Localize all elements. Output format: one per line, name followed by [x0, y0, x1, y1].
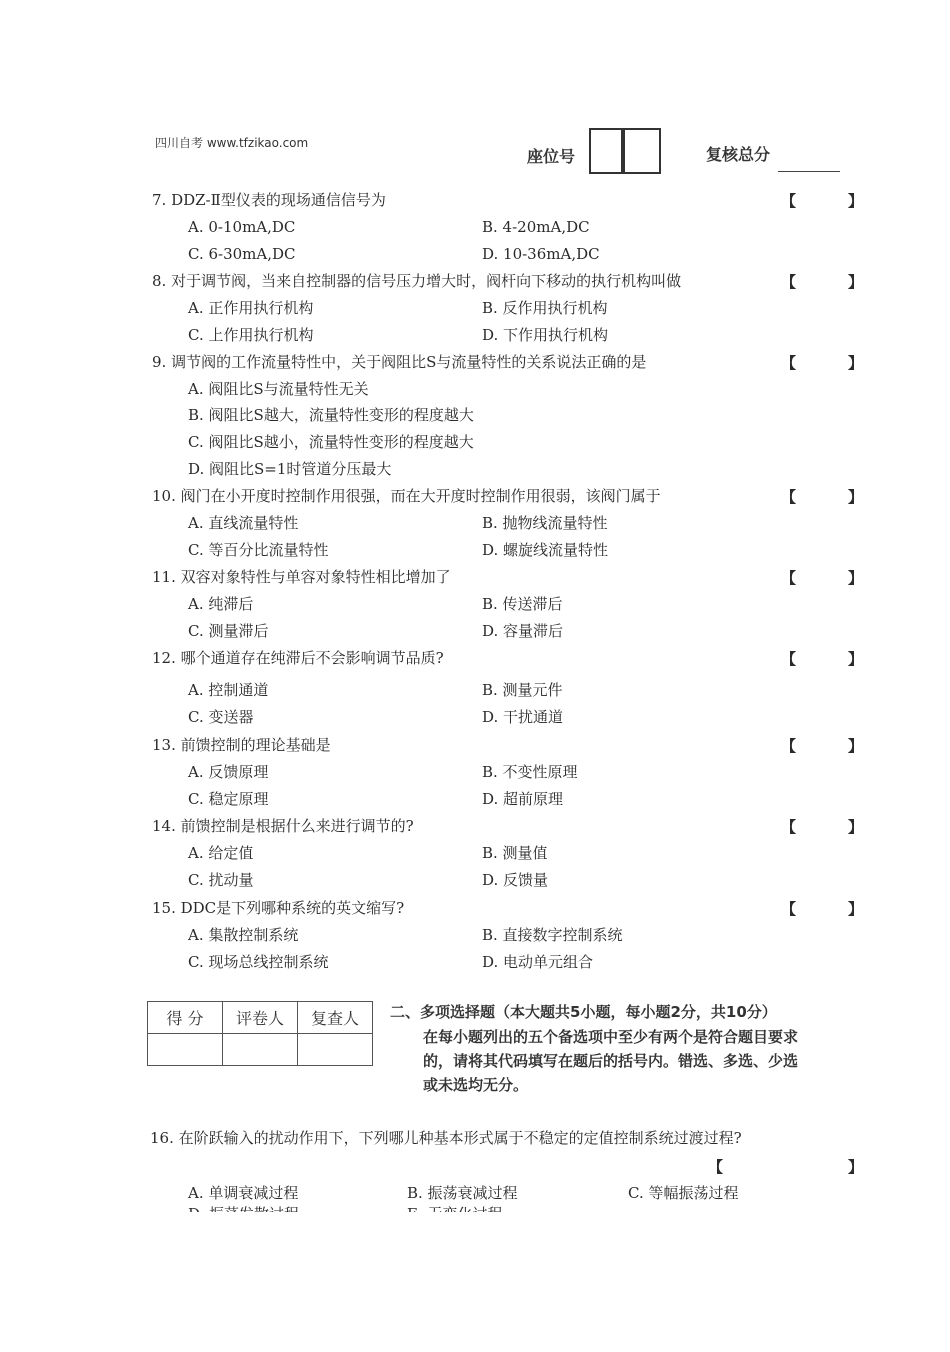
question-stem: 11. 双容对象特性与单容对象特性相比增加了	[152, 568, 451, 586]
answer-bracket-left: 【	[781, 354, 797, 372]
seat-number-label: 座位号	[527, 147, 576, 166]
question-stem: 14. 前馈控制是根据什么来进行调节的?	[152, 817, 414, 835]
option: B. 4-20mA,DC	[482, 218, 590, 236]
option: D. 下作用执行机构	[482, 326, 609, 344]
option: C. 上作用执行机构	[188, 326, 314, 344]
option: C. 扰动量	[188, 871, 254, 889]
section2-instruction: 的，请将其代码填写在题后的括号内。错选、多选、少选	[423, 1052, 799, 1070]
seat-number-box	[589, 128, 623, 174]
question-stem: 8. 对于调节阀，当来自控制器的信号压力增大时，阀杆向下移动的执行机构叫做	[152, 272, 682, 290]
page-crop-edge	[0, 1212, 950, 1352]
option: A. 给定值	[188, 844, 254, 862]
option: D. 干扰通道	[482, 708, 564, 726]
answer-bracket-left: 【	[781, 900, 797, 918]
question-stem: 12. 哪个通道存在纯滞后不会影响调节品质?	[152, 649, 444, 667]
grader-header: 评卷人	[223, 1002, 298, 1034]
option: D. 阀阻比S=1时管道分压最大	[188, 460, 392, 478]
score-cell	[148, 1034, 223, 1066]
option: C. 等幅振荡过程	[628, 1184, 739, 1202]
question-stem: 16. 在阶跃输入的扰动作用下，下列哪儿种基本形式属于不稳定的定值控制系统过渡过程?	[150, 1129, 742, 1147]
score-header: 得 分	[148, 1002, 223, 1034]
section2-instruction: 或未选均无分。	[423, 1076, 529, 1094]
answer-bracket-right: 】	[848, 1158, 864, 1176]
option: B. 直接数字控制系统	[482, 926, 623, 944]
reviewer-cell	[298, 1034, 373, 1066]
option: A. 控制通道	[188, 681, 269, 699]
option: A. 直线流量特性	[188, 514, 299, 532]
seat-number-box	[623, 128, 661, 174]
option: B. 振荡衰减过程	[407, 1184, 518, 1202]
option: A. 0-10mA,DC	[188, 218, 296, 236]
score-table	[147, 1001, 373, 1066]
question-stem: 7. DDZ-Ⅱ型仪表的现场通信信号为	[152, 191, 386, 209]
answer-bracket-right: 】	[848, 650, 864, 668]
option: C. 变送器	[188, 708, 254, 726]
option: B. 不变性原理	[482, 763, 578, 781]
grader-cell	[223, 1034, 298, 1066]
answer-bracket-left: 【	[781, 273, 797, 291]
question-stem: 15. DDC是下列哪种系统的英文缩写?	[152, 899, 405, 917]
option: A. 单调衰减过程	[188, 1184, 299, 1202]
option: D. 10-36mA,DC	[482, 245, 600, 263]
option: A. 反馈原理	[188, 763, 269, 781]
option: A. 纯滞后	[188, 595, 254, 613]
answer-bracket-right: 】	[848, 737, 864, 755]
answer-bracket-left: 【	[781, 818, 797, 836]
answer-bracket-right: 】	[848, 273, 864, 291]
answer-bracket-left: 【	[781, 650, 797, 668]
option: B. 测量值	[482, 844, 548, 862]
review-total-label: 复核总分	[706, 145, 771, 164]
option: C. 阀阻比S越小，流量特性变形的程度越大	[188, 433, 474, 451]
option: C. 等百分比流量特性	[188, 541, 329, 559]
question-stem: 13. 前馈控制的理论基础是	[152, 736, 331, 754]
option: B. 传送滞后	[482, 595, 563, 613]
reviewer-header: 复查人	[298, 1002, 373, 1034]
option: B. 测量元件	[482, 681, 563, 699]
option: C. 稳定原理	[188, 790, 269, 808]
option: B. 抛物线流量特性	[482, 514, 608, 532]
option: D. 超前原理	[482, 790, 564, 808]
option: B. 阀阻比S越大，流量特性变形的程度越大	[188, 406, 474, 424]
answer-bracket-left: 【	[781, 488, 797, 506]
option: A. 正作用执行机构	[188, 299, 314, 317]
option: D. 螺旋线流量特性	[482, 541, 609, 559]
answer-bracket-left: 【	[708, 1158, 724, 1176]
option: D. 容量滞后	[482, 622, 564, 640]
option: C. 6-30mA,DC	[188, 245, 296, 263]
answer-bracket-right: 】	[848, 354, 864, 372]
section2-instruction: 在每小题列出的五个备选项中至少有两个是符合题目要求	[423, 1028, 799, 1046]
question-stem: 10. 阀门在小开度时控制作用很强，而在大开度时控制作用很弱，该阀门属于	[152, 487, 661, 505]
option: A. 阀阻比S与流量特性无关	[188, 380, 369, 398]
question-stem: 9. 调节阀的工作流量特性中，关于阀阻比S与流量特性的关系说法正确的是	[152, 353, 647, 371]
option: B. 反作用执行机构	[482, 299, 608, 317]
option: A. 集散控制系统	[188, 926, 299, 944]
review-total-line	[778, 171, 840, 172]
section2-title: 二、多项选择题（本大题共5小题，每小题2分，共10分）	[390, 1003, 777, 1021]
answer-bracket-right: 】	[848, 192, 864, 210]
option: C. 测量滞后	[188, 622, 269, 640]
answer-bracket-left: 【	[781, 192, 797, 210]
answer-bracket-left: 【	[781, 737, 797, 755]
option: D. 电动单元组合	[482, 953, 594, 971]
answer-bracket-left: 【	[781, 569, 797, 587]
answer-bracket-right: 】	[848, 569, 864, 587]
site-header: 四川自考 www.tfzikao.com	[155, 136, 309, 150]
answer-bracket-right: 】	[848, 818, 864, 836]
option: C. 现场总线控制系统	[188, 953, 329, 971]
answer-bracket-right: 】	[848, 488, 864, 506]
answer-bracket-right: 】	[848, 900, 864, 918]
option: D. 反馈量	[482, 871, 549, 889]
